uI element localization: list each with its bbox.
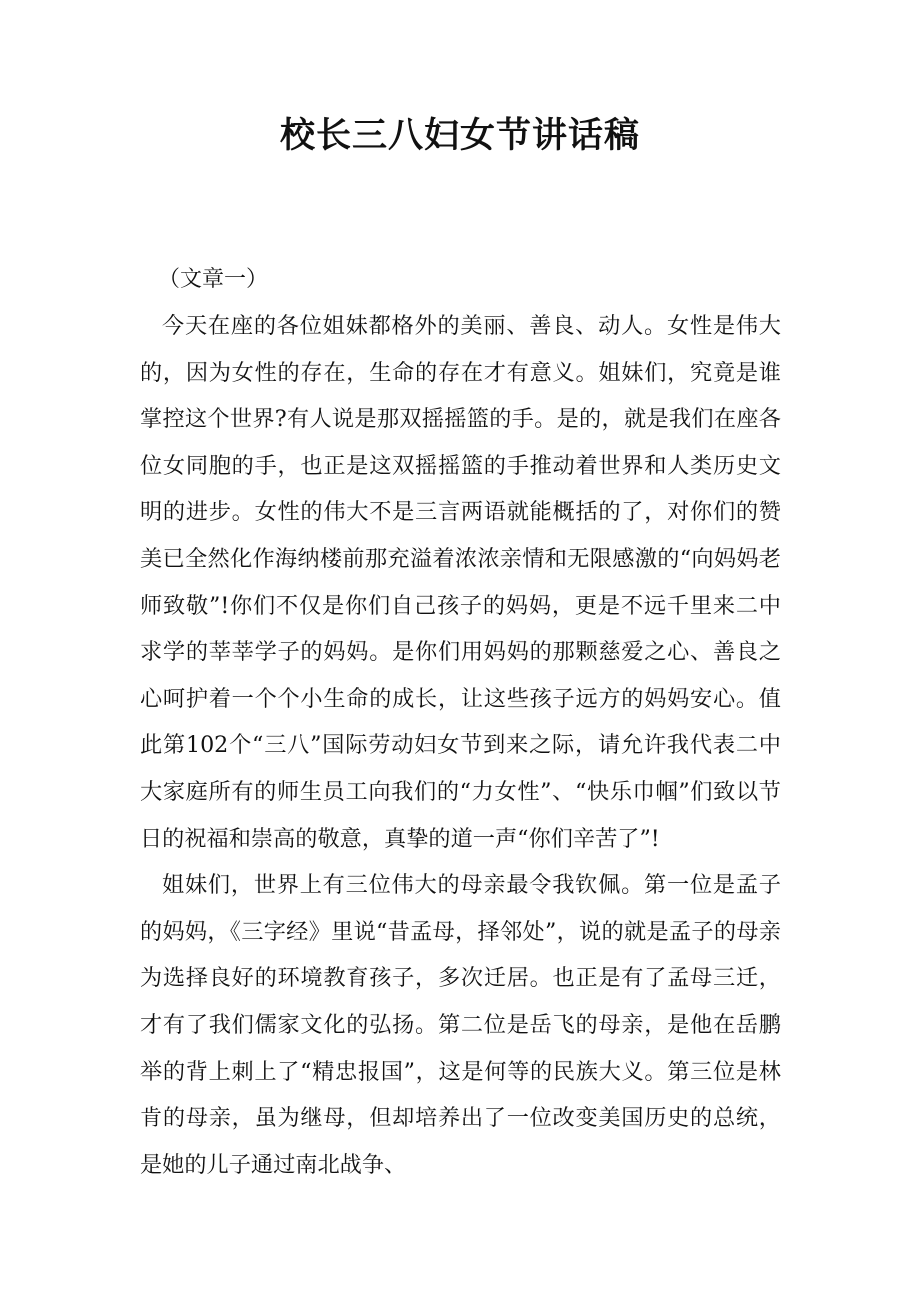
document-title: 校长三八妇女节讲话稿 [279,115,640,156]
paragraph-1: 今天在座的各位姐妹都格外的美丽、善良、动人。女性是伟大的，因为女性的存在，生命的存在才有意义。姐妹们，究竟是谁掌控这个世界?有人说是那双摇摇篮的手。是的，就是我们在座各位女同胞的手，也正是这双摇摇篮的手推动着世界和人类历史文明的进步。女性的伟大不是三言两语就能概括的了，对你们的赞美已全然化作海纳楼前那充溢着浓浓亲情和无限感激的“向妈妈老师致敬”!你们不仅是你们自己孩子的妈妈，更是不远千里来二中求学的莘莘学子的妈妈。是你们用妈妈的那颗慈爱之心、善良之心呵护着一个个小生命的成长，让这些孩子远方的妈妈安心。值此第102个“三八”国际劳动妇女节到来之际，请允许我代表二中大家庭所有的师生员工向我们的“力女性”、“快乐巾帼”们致以节日的祝福和崇高的敬意，真挚的道一声“你们辛苦了”! [140,313,781,852]
section-label: （文章一） [158,267,269,292]
paragraph-2: 姐妹们，世界上有三位伟大的母亲最令我钦佩。第一位是孟子的妈妈，《三字经》里说“昔孟母，择邻处”，说的就是孟子的母亲为选择良好的环境教育孩子，多次迁居。也正是有了孟母三迁，才有了我们儒家文化的弘扬。第二位是岳飞的母亲，是他在岳鹏举的背上刺上了“精忠报国”，这是何等的民族大义。第三位是林肯的母亲，虽为继母，但却培养出了一位改变美国历史的总统，是她的儿子通过南北战争、 [140,872,781,1178]
document-body [140,303,781,1188]
